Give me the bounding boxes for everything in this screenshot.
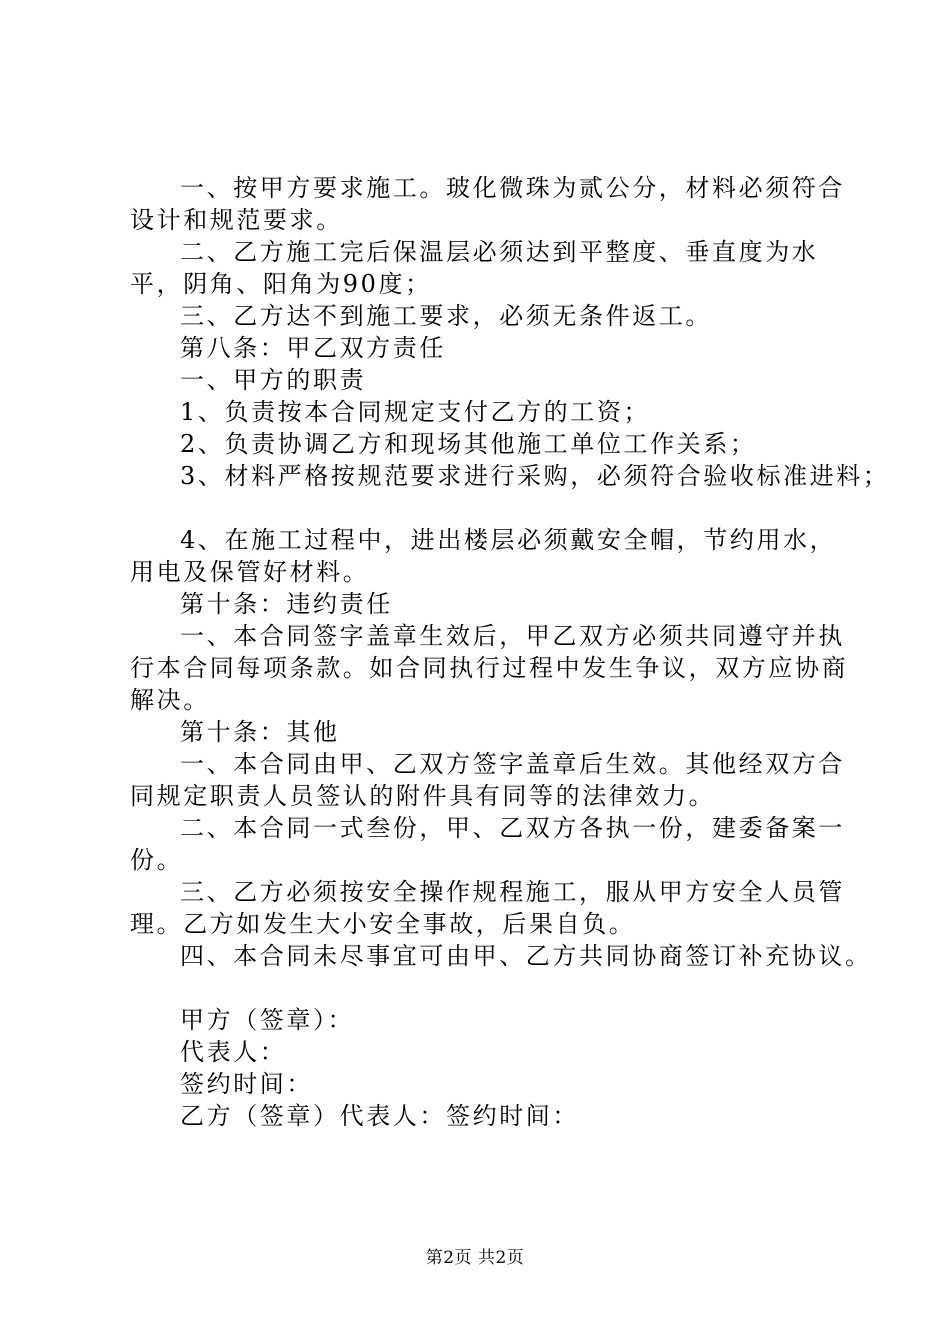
clause-paragraph: 一、本合同由甲、乙双方签字盖章后生效。其他经双方合同规定职责人员签认的附件具有同等的法律效力。 [130,750,845,810]
clause-paragraph: 2、负责协调乙方和现场其他施工单位工作关系； [180,430,757,458]
clause-paragraph: 三、乙方达不到施工要求，必须无条件返工。 [180,302,712,330]
sign-time-label: 签约时间： [180,1070,313,1098]
clause-paragraph: 3、材料严格按规范要求进行采购，必须符合验收标准进料； [180,462,890,490]
clause-paragraph: 二、乙方施工完后保温层必须达到平整度、垂直度为水平，阴角、阳角为90度； [130,238,819,298]
party-b-signature: 乙方（签章）代表人：签约时间： [180,1102,579,1130]
representative-label: 代表人： [180,1038,287,1066]
page-footer: 第2页 共2页 [425,1248,525,1268]
clause-paragraph: 四、本合同未尽事宜可由甲、乙方共同协商签订补充协议。 [180,942,872,970]
section-heading: 第十条：违约责任 [180,590,393,618]
clause-paragraph: 三、乙方必须按安全操作规程施工，服从甲方安全人员管理。乙方如发生大小安全事故，后果自负。 [130,878,845,938]
party-a-signature: 甲方（签章）： [180,1006,355,1034]
clause-paragraph: 二、本合同一式叁份，甲、乙双方各执一份，建委备案一份。 [130,814,845,874]
clause-paragraph: 1、负责按本合同规定支付乙方的工资； [180,398,651,426]
blank-line [130,972,850,1004]
clause-paragraph: 一、本合同签字盖章生效后，甲乙双方必须共同遵守并执行本合同每项条款。如合同执行过程中发生争议，双方应协商解决。 [130,622,849,714]
section-heading: 第八条：甲乙双方责任 [180,334,446,362]
section-heading: 第十条：其他 [180,718,340,746]
contract-body [130,172,890,1132]
clause-paragraph: 一、按甲方要求施工。玻化微珠为贰公分，材料必须符合设计和规范要求。 [130,174,845,234]
subsection-heading: 一、甲方的职责 [180,366,367,394]
blank-line [130,492,850,524]
signature-block [130,1004,850,1132]
clause-paragraph: 4、在施工过程中，进出楼层必须戴安全帽，节约用水，用电及保管好材料。 [130,526,837,586]
